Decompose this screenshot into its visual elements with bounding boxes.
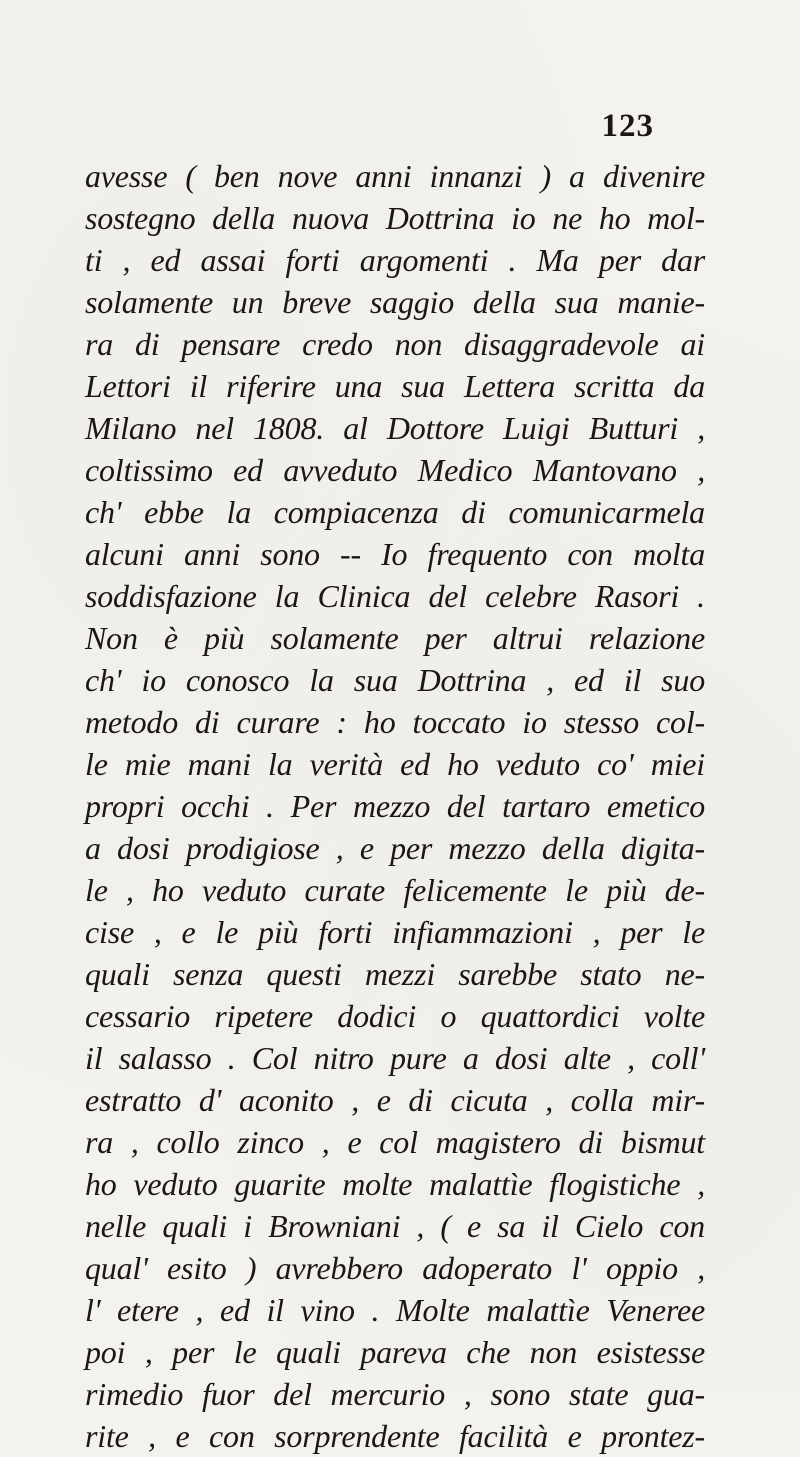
body-text: [85, 155, 705, 1457]
text-line: coltissimo ed avveduto Medico Mantovano ,: [85, 452, 705, 488]
text-line: Milano nel 1808. al Dottore Luigi Butturi ,: [85, 410, 705, 446]
text-line: ho veduto guarite molte malattìe flogistiche ,: [85, 1166, 705, 1202]
text-line: rimedio fuor del mercurio , sono state gua-: [85, 1376, 705, 1412]
text-line: ra di pensare credo non disaggradevole ai: [85, 326, 705, 362]
text-line: avesse ( ben nove anni innanzi ) a divenire: [85, 158, 705, 194]
text-line: le mie mani la verità ed ho veduto co' miei: [85, 746, 705, 782]
page-number: 123: [601, 108, 654, 144]
text-line: ra , collo zinco , e col magistero di bismut: [85, 1124, 705, 1160]
text-line: cise , e le più forti infiammazioni , per le: [85, 914, 705, 950]
text-line: cessario ripetere dodici o quattordici volte: [85, 998, 705, 1034]
text-line: qual' esito ) avrebbero adoperato l' oppio ,: [85, 1250, 705, 1286]
text-line: Non è più solamente per altrui relazione: [85, 620, 705, 656]
text-line: le , ho veduto curate felicemente le più de-: [85, 872, 705, 908]
text-line: ch' io conosco la sua Dottrina , ed il suo: [85, 662, 705, 698]
text-line: ch' ebbe la compiacenza di comunicarmela: [85, 494, 705, 530]
text-line: estratto d' aconito , e di cicuta , colla mir-: [85, 1082, 705, 1118]
text-line: sostegno della nuova Dottrina io ne ho mol-: [85, 200, 705, 236]
text-line: metodo di curare : ho toccato io stesso col-: [85, 704, 705, 740]
text-line: alcuni anni sono -- Io frequento con molta: [85, 536, 705, 572]
text-line: ti , ed assai forti argomenti . Ma per dar: [85, 242, 705, 278]
text-line: nelle quali i Browniani , ( e sa il Cielo con: [85, 1208, 705, 1244]
text-line: il salasso . Col nitro pure a dosi alte , coll': [85, 1040, 705, 1076]
text-line: soddisfazione la Clinica del celebre Rasori .: [85, 578, 705, 614]
text-line: a dosi prodigiose , e per mezzo della digita-: [85, 830, 705, 866]
text-line: solamente un breve saggio della sua manie-: [85, 284, 705, 320]
text-line: poi , per le quali pareva che non esistesse: [85, 1334, 705, 1370]
text-line: quali senza questi mezzi sarebbe stato ne-: [85, 956, 705, 992]
text-line: rite , e con sorprendente facilità e prontez-: [85, 1418, 705, 1454]
text-line: l' etere , ed il vino . Molte malattìe Veneree: [85, 1292, 705, 1328]
text-line: propri occhi . Per mezzo del tartaro emetico: [85, 788, 705, 824]
text-line: Lettori il riferire una sua Lettera scritta da: [85, 368, 705, 404]
